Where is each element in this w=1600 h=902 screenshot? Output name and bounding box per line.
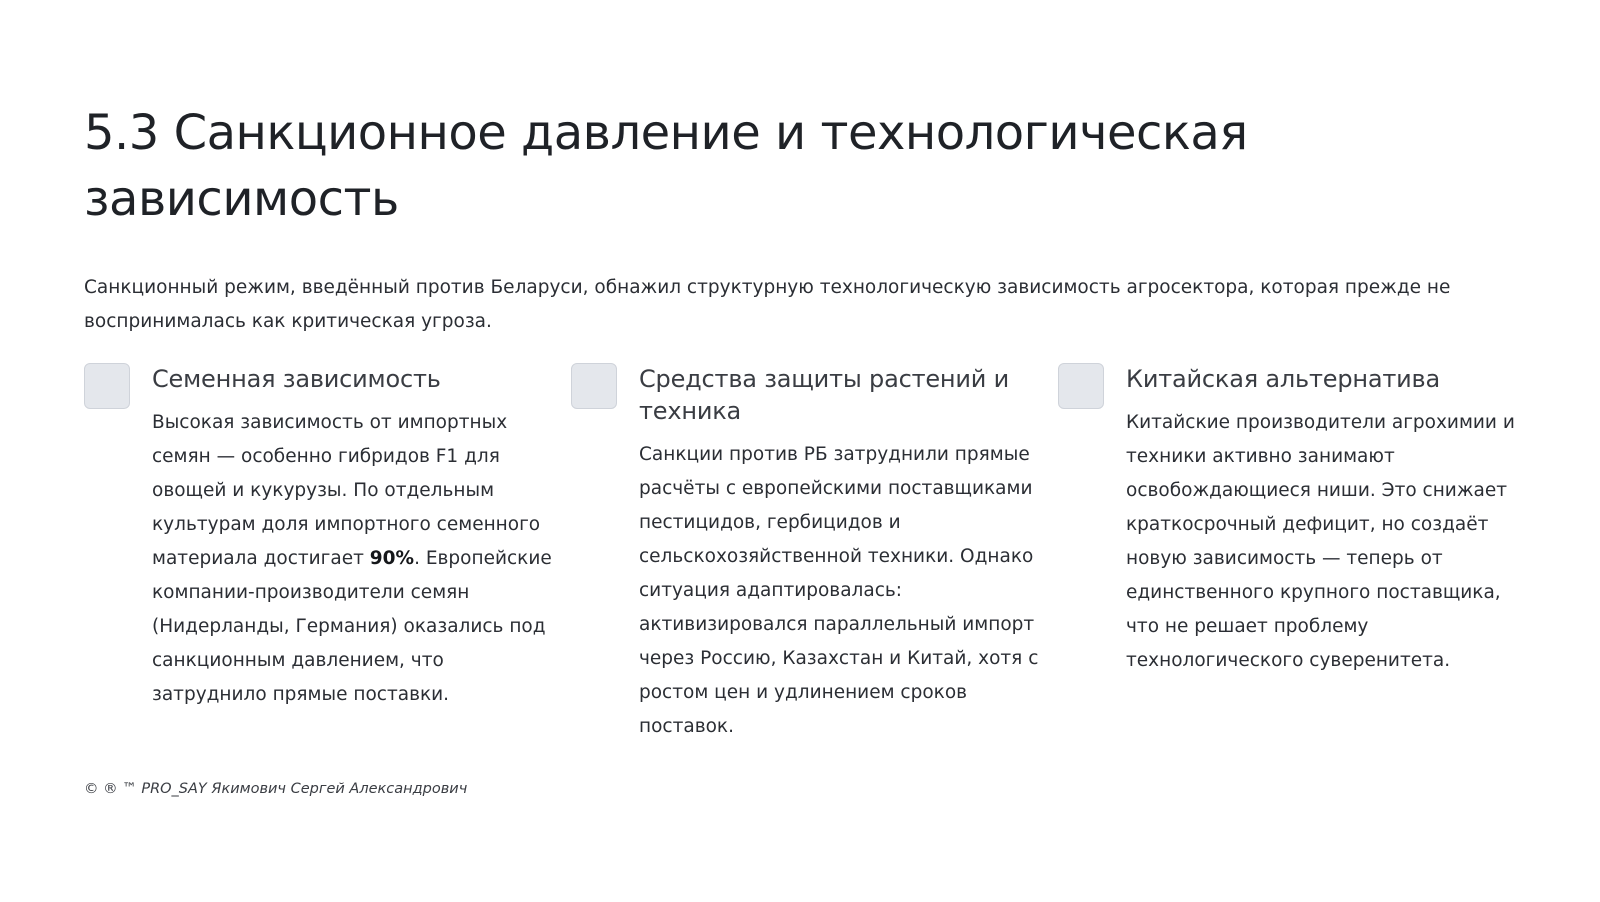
card-text	[1126, 363, 1526, 678]
card-heading: Китайская альтернатива	[1126, 365, 1440, 393]
card-text	[639, 363, 1039, 744]
highlight-value: 90%	[369, 548, 415, 569]
card-heading: Средства защиты растений и техника	[639, 365, 1010, 425]
footer-copyright: © ® ™ PRO_SAY Якимович Сергей Александрович	[84, 781, 468, 797]
slide-title: 5.3 Санкционное давление и технологическая зависимость	[84, 105, 1248, 227]
card-body	[152, 406, 552, 712]
card-body-text: Высокая зависимость от импортных семян — особенно гибридов F1 для овощей и кукурузы. По отдельным культурам доля импортного семенного материала достигает	[152, 412, 541, 569]
card-text	[152, 363, 552, 712]
intro-paragraph: Санкционный режим, введённый против Беларуси, обнажил структурную технологическую зависимость агросектора, которая прежде не воспринималась как критическая угроза.	[84, 277, 1451, 332]
card-body: Китайские производители агрохимии и техники активно занимают освобождающиеся ниши. Это снижает краткосрочный дефицит, но создаёт новую зависимость — теперь от единственного крупного поставщика, что не решает проблему технологического суверенитета.	[1126, 412, 1515, 671]
placeholder-icon	[84, 363, 130, 409]
card-heading: Семенная зависимость	[152, 365, 441, 393]
placeholder-icon	[571, 363, 617, 409]
card-body: Санкции против РБ затруднили прямые расчёты с европейскими поставщиками пестицидов, гербицидов и сельскохозяйственной техники. Однако ситуация адаптировалась: активизировался параллельный импорт через Россию, Казахстан и Китай, хотя с ростом цен и удлинением сроков поставок.	[639, 444, 1039, 737]
placeholder-icon	[1058, 363, 1104, 409]
card-body-text-end: . Европейские компании-производители семян (Нидерланды, Германия) оказались под санкционным давлением, что затруднило прямые поставки.	[152, 548, 552, 705]
